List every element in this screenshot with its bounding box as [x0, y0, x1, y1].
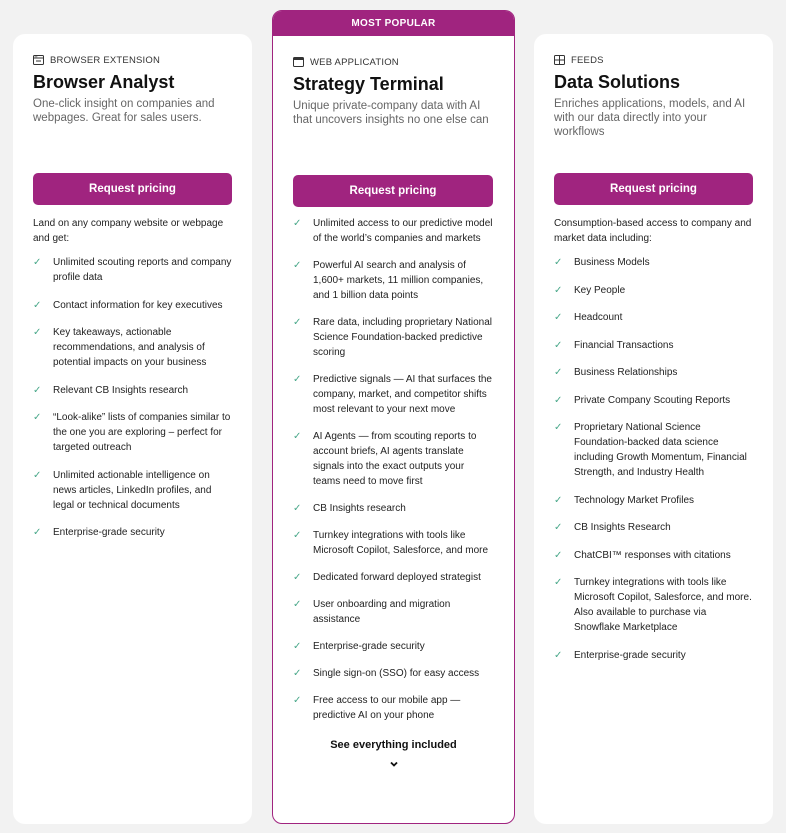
feature-item: ✓ Rare data, including proprietary National Science Foundation-backed predictive scoring	[293, 317, 492, 358]
feature-item: ✓ Enterprise-grade security	[293, 641, 425, 652]
feature-item: ✓ Relevant CB Insights research	[33, 384, 189, 396]
check-icon: ✓	[33, 327, 42, 338]
check-icon: ✓	[293, 668, 302, 679]
feature-item: ✓ Private Company Scouting Reports	[554, 394, 731, 406]
plan-type	[293, 56, 494, 68]
feature-item: ✓ Proprietary National Science Foundation-backed data science including Growth Momentum, Financial Strength, and Industry Health	[554, 422, 747, 478]
plan-type	[33, 54, 232, 66]
plan-card-data-solutions	[534, 34, 773, 824]
check-icon: ✓	[554, 649, 563, 661]
feature-item: ✓ Powerful AI search and analysis of 1,600+ markets, 11 million companies, and 1 billion data points	[293, 260, 484, 301]
plan-description: One-click insight on companies and webpages. Great for sales users.	[33, 98, 215, 124]
check-icon: ✓	[554, 494, 563, 506]
feature-item: ✓ CB Insights Research	[554, 522, 671, 533]
feature-item: ✓ Headcount	[554, 312, 623, 323]
feature-item: ✓ Turnkey integrations with tools like Microsoft Copilot, Salesforce, and more. Also available to purchase via Snowflake Marketplace	[554, 577, 752, 633]
plan-description: Unique private-company data with AI that uncovers insights no one else can	[293, 100, 489, 126]
plan-type	[554, 54, 753, 66]
check-icon: ✓	[554, 284, 563, 296]
plan-name: Data Solutions	[554, 72, 681, 92]
check-icon: ✓	[554, 367, 563, 378]
feature-item: ✓ Turnkey integrations with tools like Microsoft Copilot, Salesforce, and more	[293, 530, 489, 556]
plan-card-browser-analyst	[13, 34, 252, 824]
feature-item: ✓ Single sign-on (SSO) for easy access	[293, 668, 480, 679]
feature-item: ✓ “Look-alike” lists of companies similar to the one you are exploring – perfect for targeted outreach	[33, 412, 231, 453]
feature-item: ✓ Key takeaways, actionable recommendations, and analysis of potential impacts on your business	[33, 327, 207, 368]
feature-item: ✓ Dedicated forward deployed strategist	[293, 572, 481, 583]
plan-name: Browser Analyst	[33, 72, 175, 92]
feature-item: ✓ Predictive signals — AI that surfaces the company, market, and competitor shifts most relevant to your next move	[293, 374, 492, 415]
window-icon	[293, 57, 304, 67]
check-icon: ✓	[554, 422, 563, 433]
check-icon: ✓	[554, 522, 563, 533]
feature-item: ✓ ChatCBI™ responses with citations	[554, 549, 731, 561]
feature-list	[33, 255, 232, 540]
check-icon: ✓	[554, 394, 563, 406]
feature-item: ✓ Unlimited actionable intelligence on news articles, LinkedIn profiles, and legal or technical documents	[33, 469, 212, 511]
check-icon: ✓	[293, 218, 302, 229]
check-icon: ✓	[293, 317, 302, 328]
request-pricing-button[interactable]: Request pricing	[554, 173, 753, 205]
check-icon: ✓	[33, 412, 42, 423]
check-icon: ✓	[33, 299, 42, 311]
feature-item: ✓ Unlimited access to our predictive model of the world’s companies and markets	[293, 218, 493, 244]
plan-type-label: WEB APPLICATION	[310, 56, 399, 68]
plan-name: Strategy Terminal	[293, 74, 444, 94]
check-icon: ✓	[554, 257, 563, 268]
see-everything-link[interactable]: See everything included	[330, 739, 457, 751]
feature-item: ✓ Key People	[554, 284, 626, 296]
feature-item: ✓ Business Models	[554, 257, 650, 268]
feature-item: ✓ Business Relationships	[554, 367, 678, 378]
feature-item: ✓ Technology Market Profiles	[554, 494, 695, 506]
check-icon: ✓	[33, 384, 42, 396]
plan-type-label: BROWSER EXTENSION	[50, 54, 161, 66]
check-icon: ✓	[293, 530, 302, 541]
feature-item: ✓ Free access to our mobile app — predictive AI on your phone	[293, 695, 461, 721]
feature-list	[293, 216, 494, 723]
browser-icon	[33, 55, 44, 65]
plan-intro: Land on any company website or webpage and get:	[33, 218, 224, 244]
check-icon: ✓	[554, 577, 563, 588]
plan-type-label: FEEDS	[571, 54, 604, 66]
check-icon: ✓	[33, 257, 42, 268]
feature-item: ✓ AI Agents — from scouting reports to account briefs, AI agents translate signals into the exact outputs your teams need to move first	[293, 431, 477, 487]
check-icon: ✓	[33, 469, 42, 481]
check-icon: ✓	[554, 549, 563, 561]
check-icon: ✓	[293, 599, 302, 610]
feature-item: ✓ Contact information for key executives	[33, 299, 223, 311]
check-icon: ✓	[33, 527, 42, 538]
check-icon: ✓	[293, 431, 302, 442]
check-icon: ✓	[293, 695, 302, 706]
chevron-down-icon[interactable]	[293, 755, 494, 773]
feature-list	[554, 255, 753, 663]
most-popular-badge: MOST POPULAR	[273, 11, 514, 36]
check-icon: ✓	[293, 641, 302, 652]
feature-item: ✓ Enterprise-grade security	[554, 649, 686, 661]
feature-item: ✓ Enterprise-grade security	[33, 527, 165, 538]
feature-item: ✓ CB Insights research	[293, 503, 406, 514]
check-icon: ✓	[293, 503, 302, 514]
check-icon: ✓	[554, 339, 563, 351]
grid-icon	[554, 55, 565, 65]
check-icon: ✓	[293, 572, 302, 583]
plan-description: Enriches applications, models, and AI with our data directly into your workflows	[554, 98, 746, 138]
plan-intro: Consumption-based access to company and market data including:	[554, 218, 752, 244]
request-pricing-button[interactable]: Request pricing	[33, 173, 232, 205]
check-icon: ✓	[554, 312, 563, 323]
feature-item: ✓ User onboarding and migration assistance	[293, 599, 451, 625]
plan-card-strategy-terminal	[272, 10, 515, 824]
feature-item: ✓ Financial Transactions	[554, 339, 674, 351]
check-icon: ✓	[293, 260, 302, 271]
feature-item: ✓ Unlimited scouting reports and company profile data	[33, 257, 232, 283]
request-pricing-button[interactable]: Request pricing	[293, 175, 493, 207]
check-icon: ✓	[293, 374, 302, 385]
